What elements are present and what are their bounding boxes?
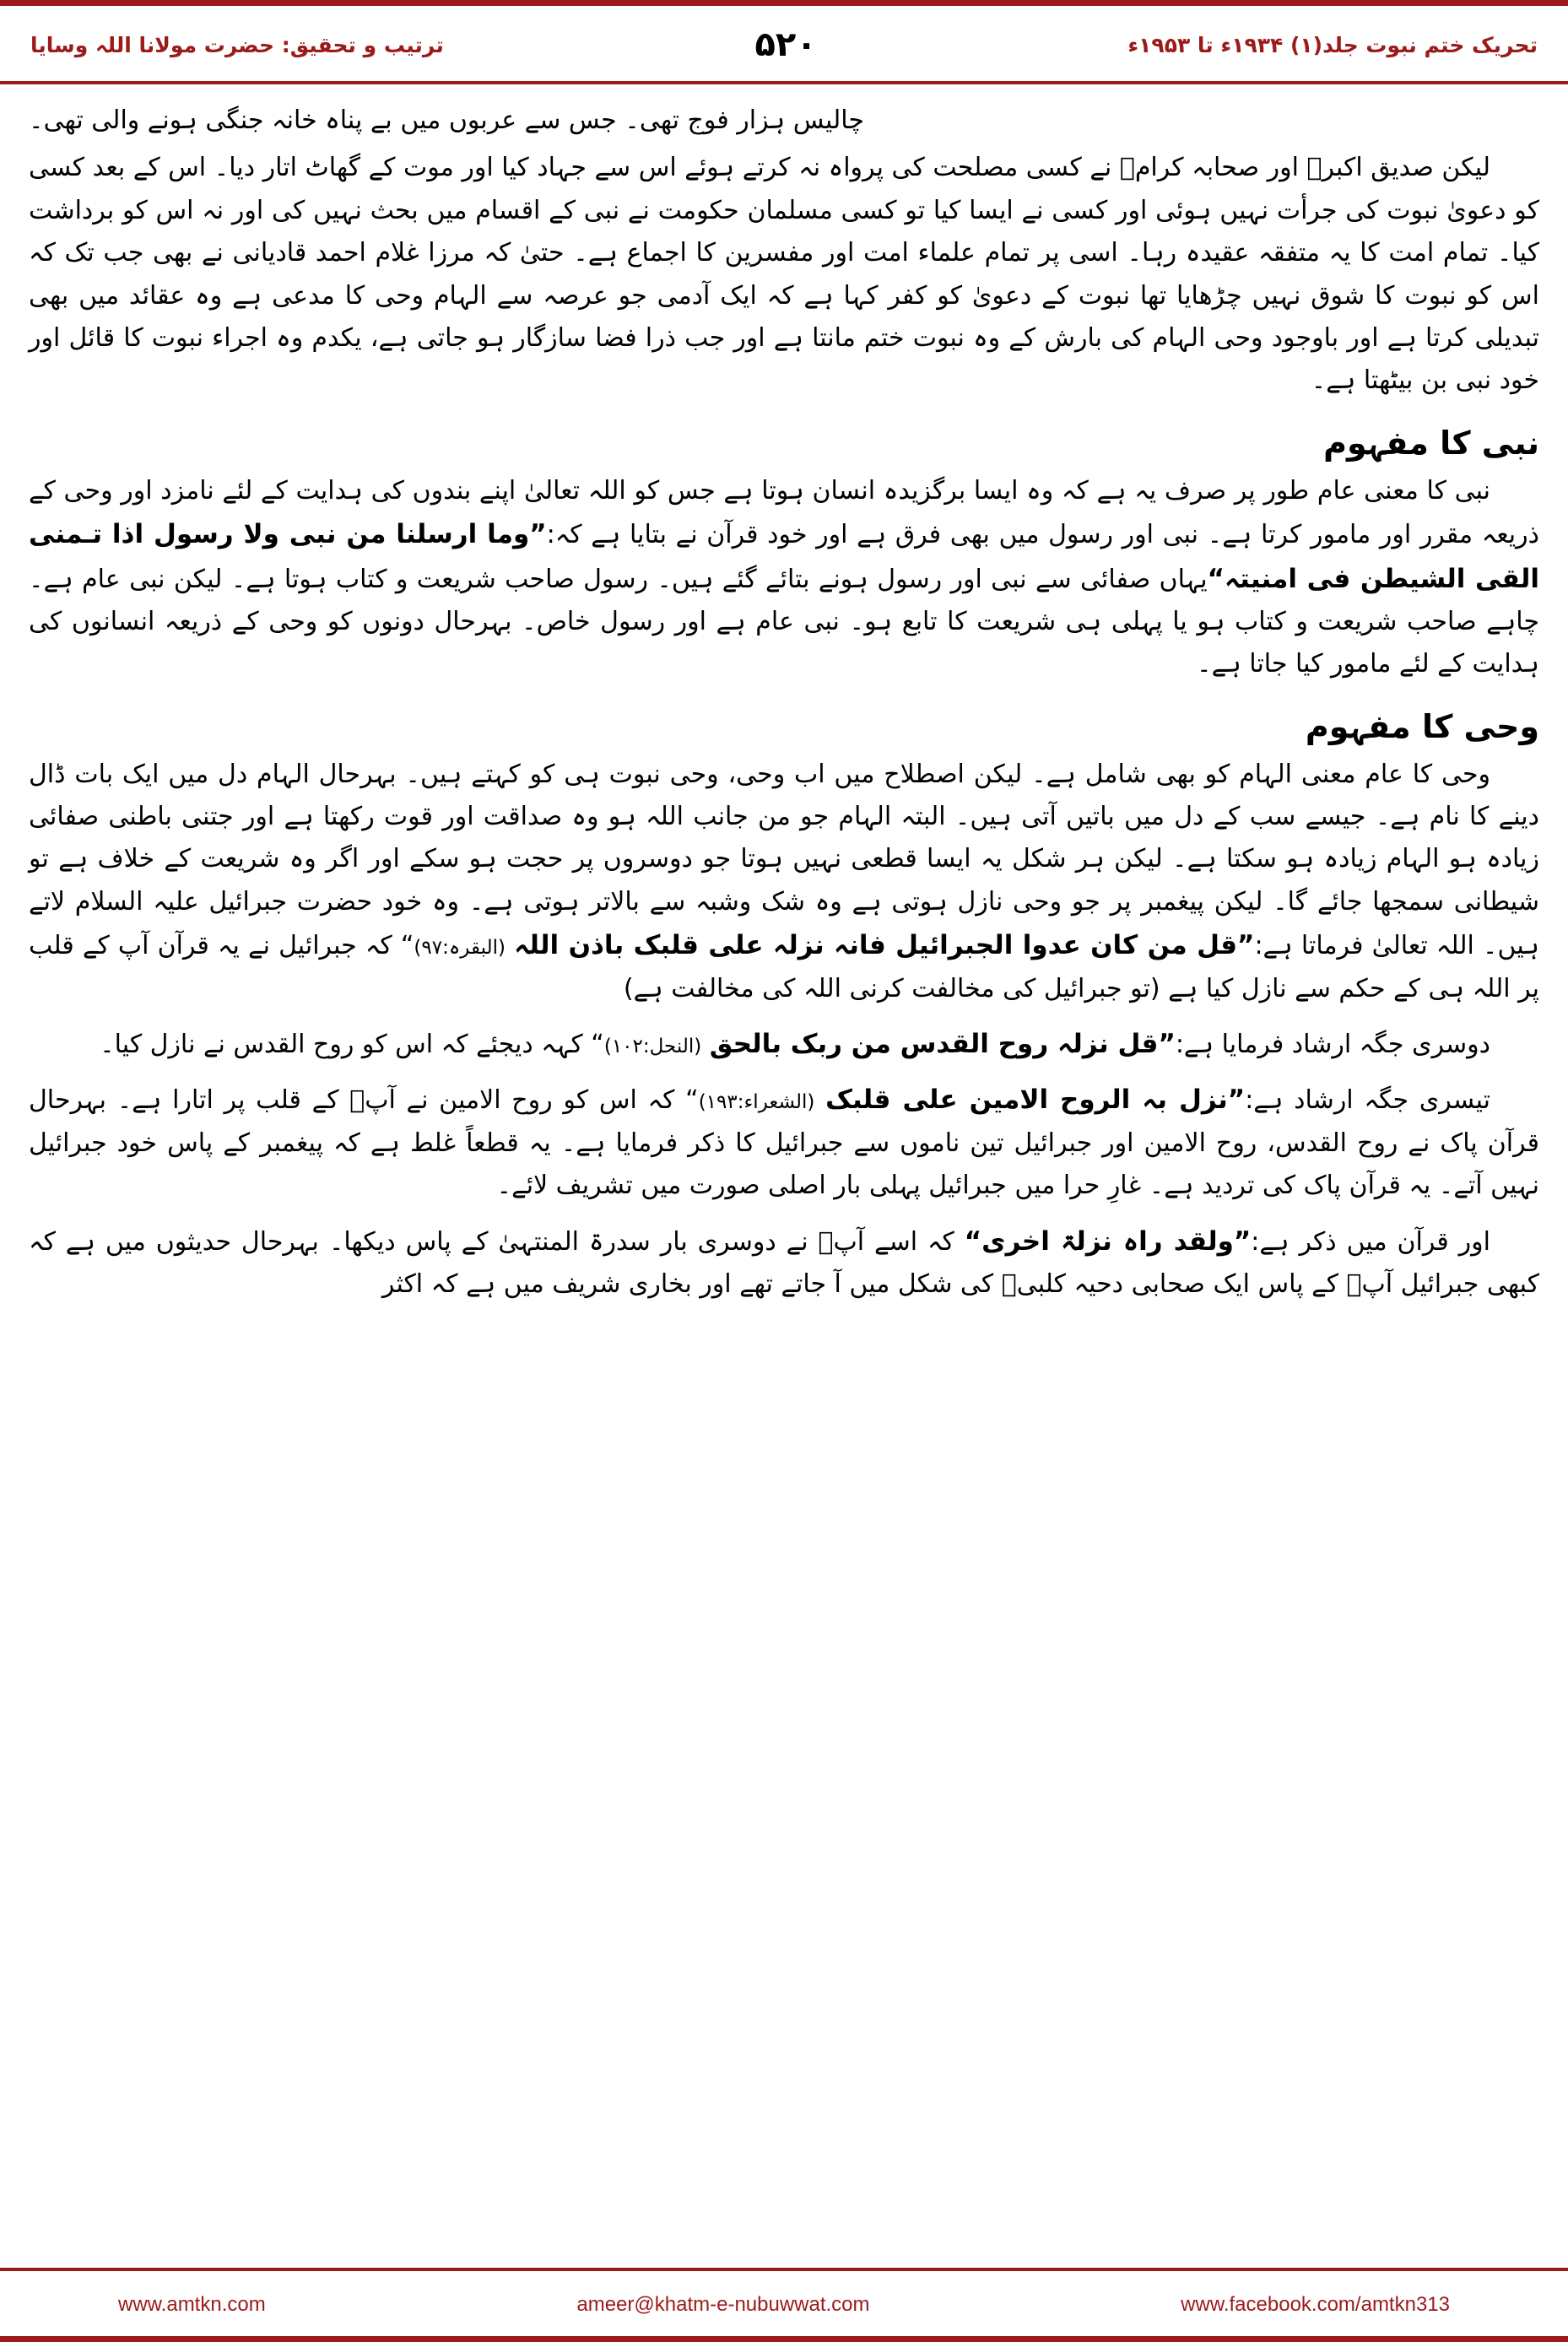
paragraph-7-text-b: کہ اسے آپؐ نے دوسری بار سدرۃ المنتہیٰ کے پاس دیکھا۔ بہرحال حدیثوں میں ہے کہ کبھی جبرائیل آپؐ کے پاس ایک صحابی دحیہ کلبیؓ کی شکل میں آ جاتے تھے اور بخاری شریف میں ہے کہ اکثر	[29, 1226, 1539, 1299]
page-number: ۵۲۰	[754, 25, 817, 64]
page-body	[29, 100, 1539, 2232]
paragraph-6-text-a: تیسری جگہ ارشاد ہے:	[1245, 1085, 1490, 1116]
paragraph-4-text: وحی کا عام معنی الہام کو بھی شامل ہے۔ لیکن اصطلاح میں اب وحی، وحی نبوت ہی کو کہتے ہیں۔ بہرحال الہام دل میں ایک بات ڈال دینے کا نام ہے۔ جیسے سب کے دل میں باتیں آتی ہیں۔ البتہ الہام جو من جانب اللہ ہو وہ صداقت اور قوت رکھتا ہے اور جتنی باطنی صفائی زیادہ ہو الہام زیادہ ہو سکتا ہے۔ لیکن ہر شکل یہ ایسا قطعی نہیں ہوتا جو دوسروں پر حجت ہو سکے اور اگر وہ شریعت کے خلاف ہے تو شیطانی سمجھا جائے گا۔ لیکن پیغمبر پر جو وحی نازل ہوتی ہے وہ شک وشبہ سے بالاتر ہوتی ہے۔ وہ خود حضرت جبرائیل علیہ السلام لاتے ہیں۔ اللہ تعالیٰ فرماتا ہے:	[29, 759, 1539, 961]
header-bottom-rule	[0, 81, 1568, 84]
paragraph-4	[29, 754, 1539, 1010]
header-content	[0, 12, 1568, 78]
footer-email-link[interactable]: ameer@khatm-e-nubuwwat.com	[576, 2293, 870, 2316]
paragraph-3-text-b: یہاں صفائی سے نبی اور رسول ہونے بتائے گئے ہیں۔ رسول صاحب شریعت و کتاب ہوتا ہے۔ لیکن نبی عام ہے۔ چاہے صاحب شریعت و کتاب ہو یا پہلی ہی شریعت کا تابع ہو۔ نبی عام ہے اور رسول خاص۔ بہرحال دونوں کو وحی کے ذریعہ انسانوں کی ہدایت کے لئے مامور کیا جاتا ہے۔	[29, 564, 1539, 679]
paragraph-4-arabic-quote: ”قل من کان عدوا الجبرائیل فانہ نزلہ علی قلبک باذن اللہ	[514, 930, 1255, 961]
header-top-rule	[0, 0, 1568, 6]
paragraph-7	[29, 1220, 1539, 1306]
page-footer	[0, 2261, 1568, 2342]
heading-meaning-of-wahi: وحی کا مفہوم	[1305, 707, 1539, 745]
paragraph-3-text-a: نبی کا معنی عام طور پر صرف یہ ہے کہ وہ ایسا برگزیدہ انسان ہوتا ہے جس کو اللہ تعالیٰ اپنے بندوں کی ہدایت کے لئے نامزد اور وحی کے ذریعہ مقرر اور مامور کرتا ہے۔ نبی اور رسول میں بھی فرق ہے اور خود قرآن نے بتایا ہے کہ:	[29, 475, 1539, 550]
paragraph-6-text-b: “ کہ اس کو روح الامین نے آپؐ کے قلب پر اتارا ہے۔ بہرحال قرآن پاک نے روح القدس، روح الامین اور جبرائیل تین ناموں سے جبرائیل کا ذکر فرمایا ہے۔ یہ قطعاً غلط ہے کہ پیغمبر کے پاس خود جبرائیل نہیں آتے۔ یہ قرآن پاک کی تردید ہے۔ غارِ حرا میں جبرائیل پہلی بار اصلی صورت میں تشریف لائے۔	[29, 1085, 1539, 1201]
paragraph-6	[29, 1078, 1539, 1207]
paragraph-5-reference: (النحل:۱۰۲)	[603, 1036, 702, 1058]
paragraph-5-text-b: “ کہہ دیجئے کہ اس کو روح القدس نے نازل کیا۔	[100, 1030, 604, 1060]
paragraph-4-reference: (البقرہ:۹۷)	[414, 937, 506, 960]
paragraph-6-reference: (الشعراء:۱۹۳)	[698, 1091, 815, 1114]
paragraph-3	[29, 470, 1539, 686]
footer-facebook-link[interactable]: www.facebook.com/amtkn313	[1181, 2293, 1450, 2316]
footer-website-link[interactable]: www.amtkn.com	[118, 2293, 266, 2316]
header-editor-credit: ترتیب و تحقیق: حضرت مولانا اللہ وسایا	[30, 32, 444, 57]
paragraph-2: لیکن صدیق اکبرؓ اور صحابہ کرامؓ نے کسی مصلحت کی پرواہ نہ کرتے ہوئے اس سے جہاد کیا اور موت کے گھاٹ اتار دیا۔ اس کے بعد کسی کو دعویٰ نبوت کی جرأت نہیں ہوئی اور کسی نے ایسا کیا تو کسی مسلمان حکومت نے نبی کے اقسام میں بحث نہیں کی اور نہ اس کو برداشت کیا۔ تمام امت کا یہ متفقہ عقیدہ رہا۔ اسی پر تمام علماء امت اور مفسرین کا اجماع ہے۔ حتیٰ کہ مرزا غلام احمد قادیانی نے بھی جب تک کہ اس کو نبوت کا شوق نہیں چڑھایا تھا نبوت کے دعویٰ کو کفر کہا ہے کہ ایک آدمی جو عرصہ سے الہام وحی کا مدعی ہے وہ عقائد میں بھی تبدیلی کرتا ہے اور باوجود وحی الہام کی بارش کے وہ نبوت ختم مانتا ہے اور جب ذرا فضا سازگار ہو جاتی ہے، یکدم وہ اجراء نبوت کا قائل اور خود نبی بن بیٹھتا ہے۔	[29, 153, 1539, 396]
paragraph-1: چالیس ہزار فوج تھی۔ جس سے عربوں میں بے پناہ خانہ جنگی ہونے والی تھی۔	[29, 105, 864, 135]
footer-top-rule	[0, 2268, 1568, 2271]
paragraph-6-arabic-quote: ”نزل بہ الروح الامین علی قلبک	[825, 1084, 1246, 1116]
paragraph-5	[29, 1022, 1539, 1066]
paragraph-4-text-b: “ کہ جبرائیل نے یہ قرآن آپ کے قلب پر اللہ ہی کے حکم سے نازل کیا ہے (تو جبرائیل کی مخالفت کرنی اللہ کی مخالفت ہے)	[29, 931, 1539, 1003]
page-header	[0, 0, 1568, 88]
paragraph-5-arabic-quote: ”قل نزلہ روح القدس من ربک بالحق	[709, 1029, 1176, 1060]
footer-bottom-rule	[0, 2336, 1568, 2342]
paragraph-3-arabic-quote: ”وما ارسلنا من نبی ولا رسول اذا تـمنی القی الشیطن فی امنیتہ“	[29, 519, 1539, 594]
heading-meaning-of-nabi: نبی کا مفہوم	[1323, 424, 1539, 462]
header-book-title: تحریک ختم نبوت جلد(۱) ۱۹۳۴ء تا ۱۹۵۳ء	[1127, 32, 1538, 57]
paragraph-7-text-a: اور قرآن میں ذکر ہے:	[1251, 1226, 1490, 1257]
paragraph-7-arabic-quote: ”ولقد راہ نزلۃ اخری“	[964, 1225, 1252, 1257]
paragraph-5-text-a: دوسری جگہ ارشاد فرمایا ہے:	[1175, 1030, 1490, 1060]
footer-content	[0, 2280, 1568, 2330]
